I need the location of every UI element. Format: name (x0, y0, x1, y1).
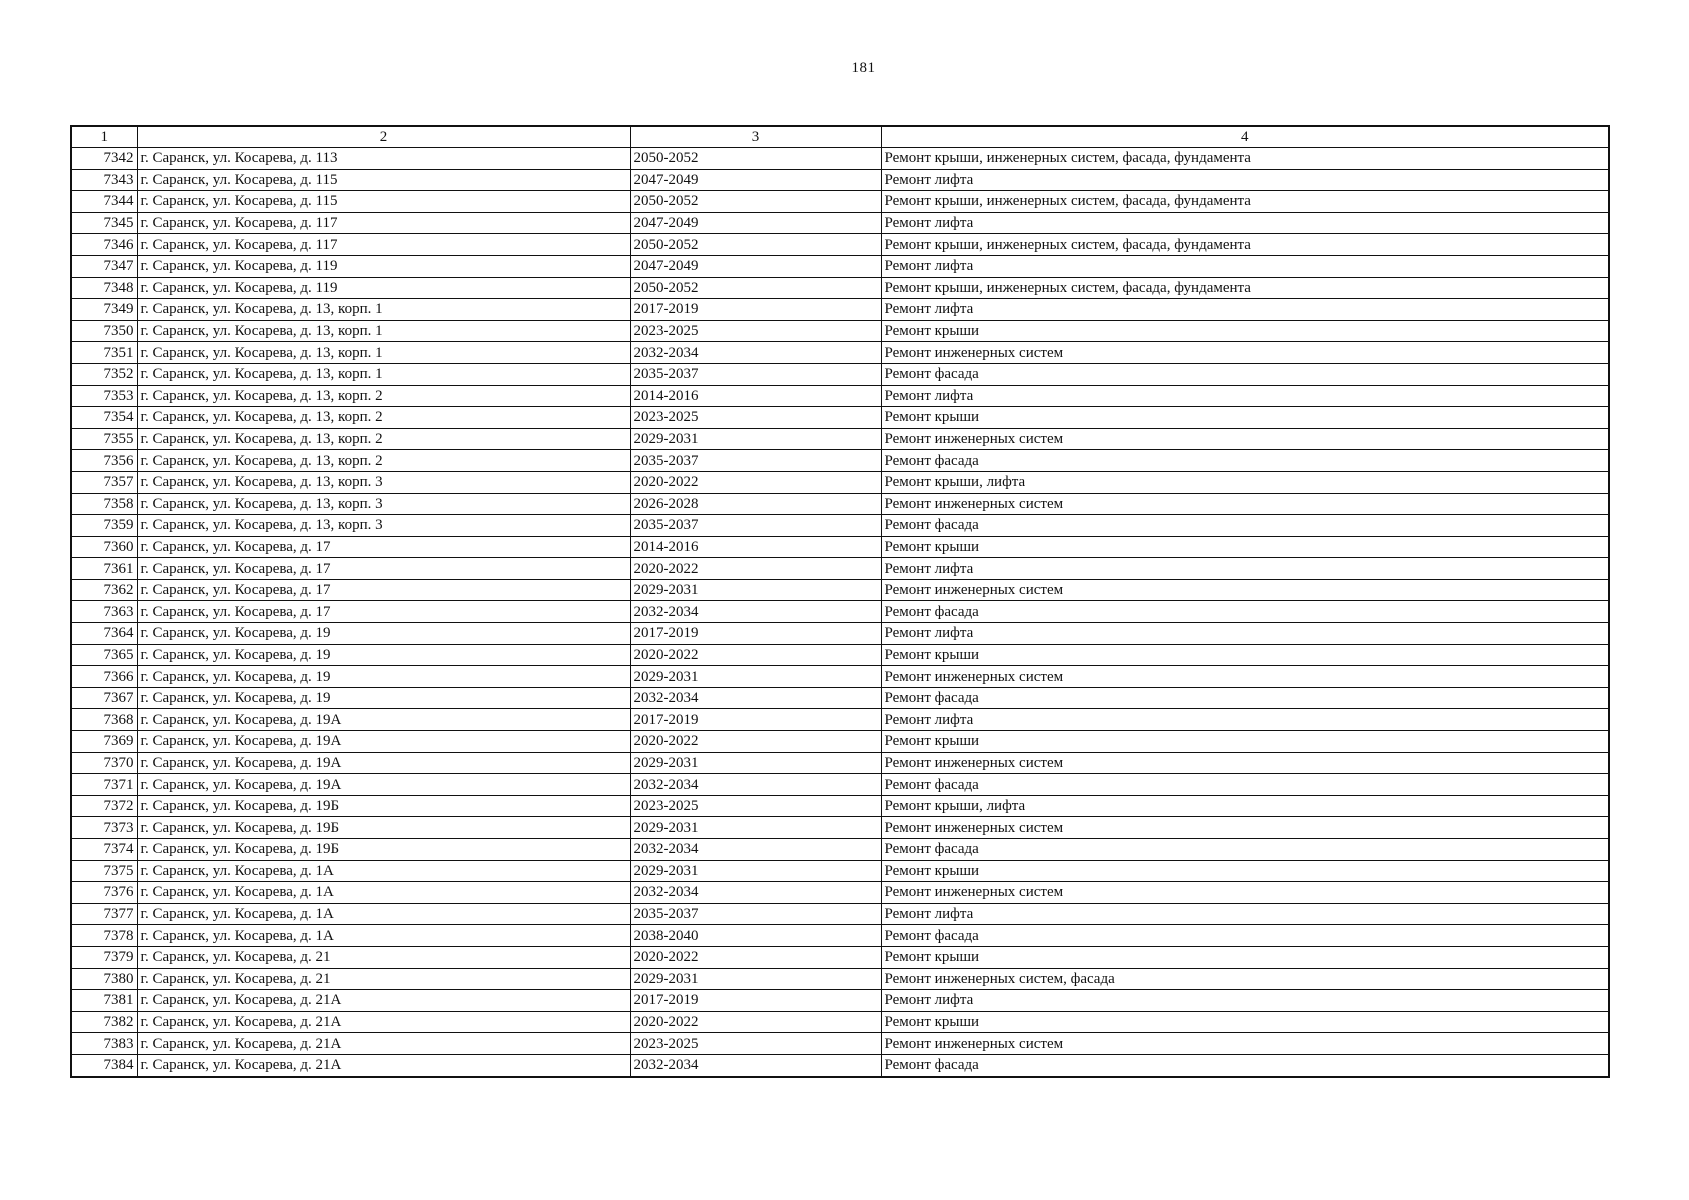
row-number-cell: 7354 (71, 407, 137, 429)
period-cell: 2029-2031 (630, 817, 881, 839)
row-number-cell: 7363 (71, 601, 137, 623)
address-cell: г. Саранск, ул. Косарева, д. 1А (137, 860, 630, 882)
column-header-number: 1 (71, 126, 137, 148)
table-row (71, 579, 1609, 601)
row-number-cell: 7357 (71, 471, 137, 493)
table-row (71, 752, 1609, 774)
work-type-cell: Ремонт фасада (881, 450, 1609, 472)
period-cell: 2023-2025 (630, 795, 881, 817)
table-row (71, 299, 1609, 321)
period-cell: 2029-2031 (630, 860, 881, 882)
work-type-cell: Ремонт инженерных систем (881, 1033, 1609, 1055)
work-type-cell: Ремонт фасада (881, 925, 1609, 947)
address-cell: г. Саранск, ул. Косарева, д. 13, корп. 1 (137, 299, 630, 321)
period-cell: 2020-2022 (630, 946, 881, 968)
period-cell: 2023-2025 (630, 407, 881, 429)
row-number-cell: 7360 (71, 536, 137, 558)
row-number-cell: 7368 (71, 709, 137, 731)
address-cell: г. Саранск, ул. Косарева, д. 117 (137, 212, 630, 234)
table-row (71, 903, 1609, 925)
table-row (71, 342, 1609, 364)
period-cell: 2014-2016 (630, 385, 881, 407)
period-cell: 2032-2034 (630, 687, 881, 709)
row-number-cell: 7369 (71, 731, 137, 753)
period-cell: 2020-2022 (630, 644, 881, 666)
address-cell: г. Саранск, ул. Косарева, д. 13, корп. 2 (137, 385, 630, 407)
address-cell: г. Саранск, ул. Косарева, д. 21 (137, 968, 630, 990)
address-cell: г. Саранск, ул. Косарева, д. 13, корп. 2 (137, 450, 630, 472)
work-type-cell: Ремонт лифта (881, 558, 1609, 580)
column-header-work: 4 (881, 126, 1609, 148)
table-header-row (71, 126, 1609, 148)
row-number-cell: 7342 (71, 148, 137, 170)
work-type-cell: Ремонт фасада (881, 515, 1609, 537)
row-number-cell: 7365 (71, 644, 137, 666)
address-cell: г. Саранск, ул. Косарева, д. 13, корп. 2 (137, 428, 630, 450)
address-cell: г. Саранск, ул. Косарева, д. 21А (137, 990, 630, 1012)
address-cell: г. Саранск, ул. Косарева, д. 19А (137, 731, 630, 753)
table-row (71, 860, 1609, 882)
table-row (71, 450, 1609, 472)
work-type-cell: Ремонт крыши, инженерных систем, фасада, фундамента (881, 148, 1609, 170)
work-type-cell: Ремонт крыши, инженерных систем, фасада, фундамента (881, 277, 1609, 299)
table-row (71, 709, 1609, 731)
table-row (71, 1033, 1609, 1055)
page-number: 181 (851, 60, 876, 76)
period-cell: 2032-2034 (630, 839, 881, 861)
period-cell: 2047-2049 (630, 255, 881, 277)
row-number-cell: 7349 (71, 299, 137, 321)
address-cell: г. Саранск, ул. Косарева, д. 119 (137, 277, 630, 299)
table-row (71, 601, 1609, 623)
address-cell: г. Саранск, ул. Косарева, д. 117 (137, 234, 630, 256)
row-number-cell: 7352 (71, 363, 137, 385)
period-cell: 2029-2031 (630, 666, 881, 688)
address-cell: г. Саранск, ул. Косарева, д. 1А (137, 903, 630, 925)
row-number-cell: 7343 (71, 169, 137, 191)
period-cell: 2050-2052 (630, 277, 881, 299)
row-number-cell: 7383 (71, 1033, 137, 1055)
address-cell: г. Саранск, ул. Косарева, д. 19 (137, 687, 630, 709)
row-number-cell: 7356 (71, 450, 137, 472)
work-type-cell: Ремонт инженерных систем (881, 342, 1609, 364)
table-row (71, 148, 1609, 170)
table-row (71, 320, 1609, 342)
address-cell: г. Саранск, ул. Косарева, д. 13, корп. 3 (137, 515, 630, 537)
period-cell: 2020-2022 (630, 558, 881, 580)
row-number-cell: 7373 (71, 817, 137, 839)
work-type-cell: Ремонт крыши (881, 407, 1609, 429)
work-type-cell: Ремонт фасада (881, 774, 1609, 796)
table-row (71, 839, 1609, 861)
address-cell: г. Саранск, ул. Косарева, д. 21А (137, 1033, 630, 1055)
address-cell: г. Саранск, ул. Косарева, д. 21А (137, 1054, 630, 1076)
address-cell: г. Саранск, ул. Косарева, д. 13, корп. 1 (137, 320, 630, 342)
table-row (71, 515, 1609, 537)
address-cell: г. Саранск, ул. Косарева, д. 19Б (137, 817, 630, 839)
address-cell: г. Саранск, ул. Косарева, д. 115 (137, 169, 630, 191)
work-type-cell: Ремонт крыши, лифта (881, 795, 1609, 817)
period-cell: 2020-2022 (630, 471, 881, 493)
period-cell: 2017-2019 (630, 299, 881, 321)
period-cell: 2050-2052 (630, 191, 881, 213)
period-cell: 2023-2025 (630, 320, 881, 342)
table-row (71, 644, 1609, 666)
table-row (71, 471, 1609, 493)
row-number-cell: 7347 (71, 255, 137, 277)
period-cell: 2047-2049 (630, 212, 881, 234)
repair-schedule-table (70, 125, 1610, 1078)
address-cell: г. Саранск, ул. Косарева, д. 13, корп. 3 (137, 471, 630, 493)
column-header-address: 2 (137, 126, 630, 148)
period-cell: 2050-2052 (630, 148, 881, 170)
address-cell: г. Саранск, ул. Косарева, д. 17 (137, 558, 630, 580)
table-row (71, 212, 1609, 234)
table-row (71, 255, 1609, 277)
table-row (71, 817, 1609, 839)
address-cell: г. Саранск, ул. Косарева, д. 1А (137, 882, 630, 904)
period-cell: 2029-2031 (630, 428, 881, 450)
address-cell: г. Саранск, ул. Косарева, д. 17 (137, 579, 630, 601)
address-cell: г. Саранск, ул. Косарева, д. 19А (137, 774, 630, 796)
work-type-cell: Ремонт лифта (881, 623, 1609, 645)
address-cell: г. Саранск, ул. Косарева, д. 113 (137, 148, 630, 170)
table-row (71, 731, 1609, 753)
row-number-cell: 7371 (71, 774, 137, 796)
work-type-cell: Ремонт лифта (881, 990, 1609, 1012)
period-cell: 2020-2022 (630, 1011, 881, 1033)
address-cell: г. Саранск, ул. Косарева, д. 13, корп. 2 (137, 407, 630, 429)
table-row (71, 277, 1609, 299)
period-cell: 2029-2031 (630, 752, 881, 774)
row-number-cell: 7379 (71, 946, 137, 968)
row-number-cell: 7359 (71, 515, 137, 537)
address-cell: г. Саранск, ул. Косарева, д. 19А (137, 752, 630, 774)
period-cell: 2035-2037 (630, 450, 881, 472)
work-type-cell: Ремонт инженерных систем (881, 882, 1609, 904)
table-row (71, 407, 1609, 429)
work-type-cell: Ремонт лифта (881, 903, 1609, 925)
table-row (71, 1011, 1609, 1033)
work-type-cell: Ремонт фасада (881, 839, 1609, 861)
work-type-cell: Ремонт инженерных систем (881, 666, 1609, 688)
period-cell: 2032-2034 (630, 1054, 881, 1076)
work-type-cell: Ремонт фасада (881, 1054, 1609, 1076)
row-number-cell: 7377 (71, 903, 137, 925)
period-cell: 2035-2037 (630, 515, 881, 537)
period-cell: 2050-2052 (630, 234, 881, 256)
work-type-cell: Ремонт инженерных систем (881, 493, 1609, 515)
row-number-cell: 7350 (71, 320, 137, 342)
period-cell: 2029-2031 (630, 579, 881, 601)
address-cell: г. Саранск, ул. Косарева, д. 19 (137, 644, 630, 666)
work-type-cell: Ремонт фасада (881, 687, 1609, 709)
work-type-cell: Ремонт крыши, инженерных систем, фасада, фундамента (881, 234, 1609, 256)
row-number-cell: 7370 (71, 752, 137, 774)
row-number-cell: 7367 (71, 687, 137, 709)
period-cell: 2032-2034 (630, 774, 881, 796)
period-cell: 2029-2031 (630, 968, 881, 990)
work-type-cell: Ремонт крыши (881, 1011, 1609, 1033)
address-cell: г. Саранск, ул. Косарева, д. 13, корп. 1 (137, 342, 630, 364)
table-row (71, 990, 1609, 1012)
work-type-cell: Ремонт лифта (881, 212, 1609, 234)
table-row (71, 1054, 1609, 1076)
row-number-cell: 7355 (71, 428, 137, 450)
period-cell: 2020-2022 (630, 731, 881, 753)
address-cell: г. Саранск, ул. Косарева, д. 19А (137, 709, 630, 731)
table-row (71, 385, 1609, 407)
period-cell: 2017-2019 (630, 623, 881, 645)
period-cell: 2032-2034 (630, 882, 881, 904)
work-type-cell: Ремонт фасада (881, 363, 1609, 385)
row-number-cell: 7376 (71, 882, 137, 904)
table-row (71, 946, 1609, 968)
period-cell: 2014-2016 (630, 536, 881, 558)
address-cell: г. Саранск, ул. Косарева, д. 19Б (137, 795, 630, 817)
work-type-cell: Ремонт крыши (881, 536, 1609, 558)
address-cell: г. Саранск, ул. Косарева, д. 17 (137, 601, 630, 623)
row-number-cell: 7384 (71, 1054, 137, 1076)
row-number-cell: 7346 (71, 234, 137, 256)
work-type-cell: Ремонт крыши (881, 731, 1609, 753)
table-row (71, 968, 1609, 990)
work-type-cell: Ремонт крыши (881, 644, 1609, 666)
work-type-cell: Ремонт крыши, лифта (881, 471, 1609, 493)
row-number-cell: 7375 (71, 860, 137, 882)
table-row (71, 493, 1609, 515)
period-cell: 2038-2040 (630, 925, 881, 947)
address-cell: г. Саранск, ул. Косарева, д. 19 (137, 666, 630, 688)
table-row (71, 191, 1609, 213)
period-cell: 2047-2049 (630, 169, 881, 191)
table-row (71, 363, 1609, 385)
work-type-cell: Ремонт лифта (881, 385, 1609, 407)
address-cell: г. Саранск, ул. Косарева, д. 21 (137, 946, 630, 968)
work-type-cell: Ремонт лифта (881, 255, 1609, 277)
row-number-cell: 7374 (71, 839, 137, 861)
address-cell: г. Саранск, ул. Косарева, д. 21А (137, 1011, 630, 1033)
table-body (71, 148, 1609, 1077)
work-type-cell: Ремонт крыши, инженерных систем, фасада, фундамента (881, 191, 1609, 213)
period-cell: 2017-2019 (630, 709, 881, 731)
address-cell: г. Саранск, ул. Косарева, д. 13, корп. 3 (137, 493, 630, 515)
row-number-cell: 7382 (71, 1011, 137, 1033)
row-number-cell: 7344 (71, 191, 137, 213)
work-type-cell: Ремонт крыши (881, 320, 1609, 342)
work-type-cell: Ремонт инженерных систем (881, 752, 1609, 774)
work-type-cell: Ремонт инженерных систем, фасада (881, 968, 1609, 990)
work-type-cell: Ремонт инженерных систем (881, 817, 1609, 839)
work-type-cell: Ремонт лифта (881, 169, 1609, 191)
table-row (71, 882, 1609, 904)
table-row (71, 925, 1609, 947)
address-cell: г. Саранск, ул. Косарева, д. 19 (137, 623, 630, 645)
period-cell: 2023-2025 (630, 1033, 881, 1055)
table-row (71, 536, 1609, 558)
table-row (71, 795, 1609, 817)
period-cell: 2017-2019 (630, 990, 881, 1012)
address-cell: г. Саранск, ул. Косарева, д. 17 (137, 536, 630, 558)
table-row (71, 623, 1609, 645)
column-header-period: 3 (630, 126, 881, 148)
period-cell: 2035-2037 (630, 363, 881, 385)
work-type-cell: Ремонт инженерных систем (881, 428, 1609, 450)
table-row (71, 428, 1609, 450)
row-number-cell: 7351 (71, 342, 137, 364)
table-row (71, 558, 1609, 580)
row-number-cell: 7362 (71, 579, 137, 601)
row-number-cell: 7381 (71, 990, 137, 1012)
work-type-cell: Ремонт лифта (881, 709, 1609, 731)
work-type-cell: Ремонт инженерных систем (881, 579, 1609, 601)
row-number-cell: 7353 (71, 385, 137, 407)
work-type-cell: Ремонт лифта (881, 299, 1609, 321)
address-cell: г. Саранск, ул. Косарева, д. 1А (137, 925, 630, 947)
table-row (71, 774, 1609, 796)
period-cell: 2032-2034 (630, 601, 881, 623)
row-number-cell: 7380 (71, 968, 137, 990)
address-cell: г. Саранск, ул. Косарева, д. 115 (137, 191, 630, 213)
table-row (71, 666, 1609, 688)
row-number-cell: 7378 (71, 925, 137, 947)
row-number-cell: 7364 (71, 623, 137, 645)
table-row (71, 687, 1609, 709)
table-row (71, 169, 1609, 191)
address-cell: г. Саранск, ул. Косарева, д. 13, корп. 1 (137, 363, 630, 385)
table-row (71, 234, 1609, 256)
row-number-cell: 7345 (71, 212, 137, 234)
row-number-cell: 7372 (71, 795, 137, 817)
row-number-cell: 7358 (71, 493, 137, 515)
address-cell: г. Саранск, ул. Косарева, д. 119 (137, 255, 630, 277)
address-cell: г. Саранск, ул. Косарева, д. 19Б (137, 839, 630, 861)
period-cell: 2032-2034 (630, 342, 881, 364)
period-cell: 2035-2037 (630, 903, 881, 925)
work-type-cell: Ремонт крыши (881, 946, 1609, 968)
work-type-cell: Ремонт фасада (881, 601, 1609, 623)
period-cell: 2026-2028 (630, 493, 881, 515)
row-number-cell: 7348 (71, 277, 137, 299)
row-number-cell: 7366 (71, 666, 137, 688)
row-number-cell: 7361 (71, 558, 137, 580)
work-type-cell: Ремонт крыши (881, 860, 1609, 882)
